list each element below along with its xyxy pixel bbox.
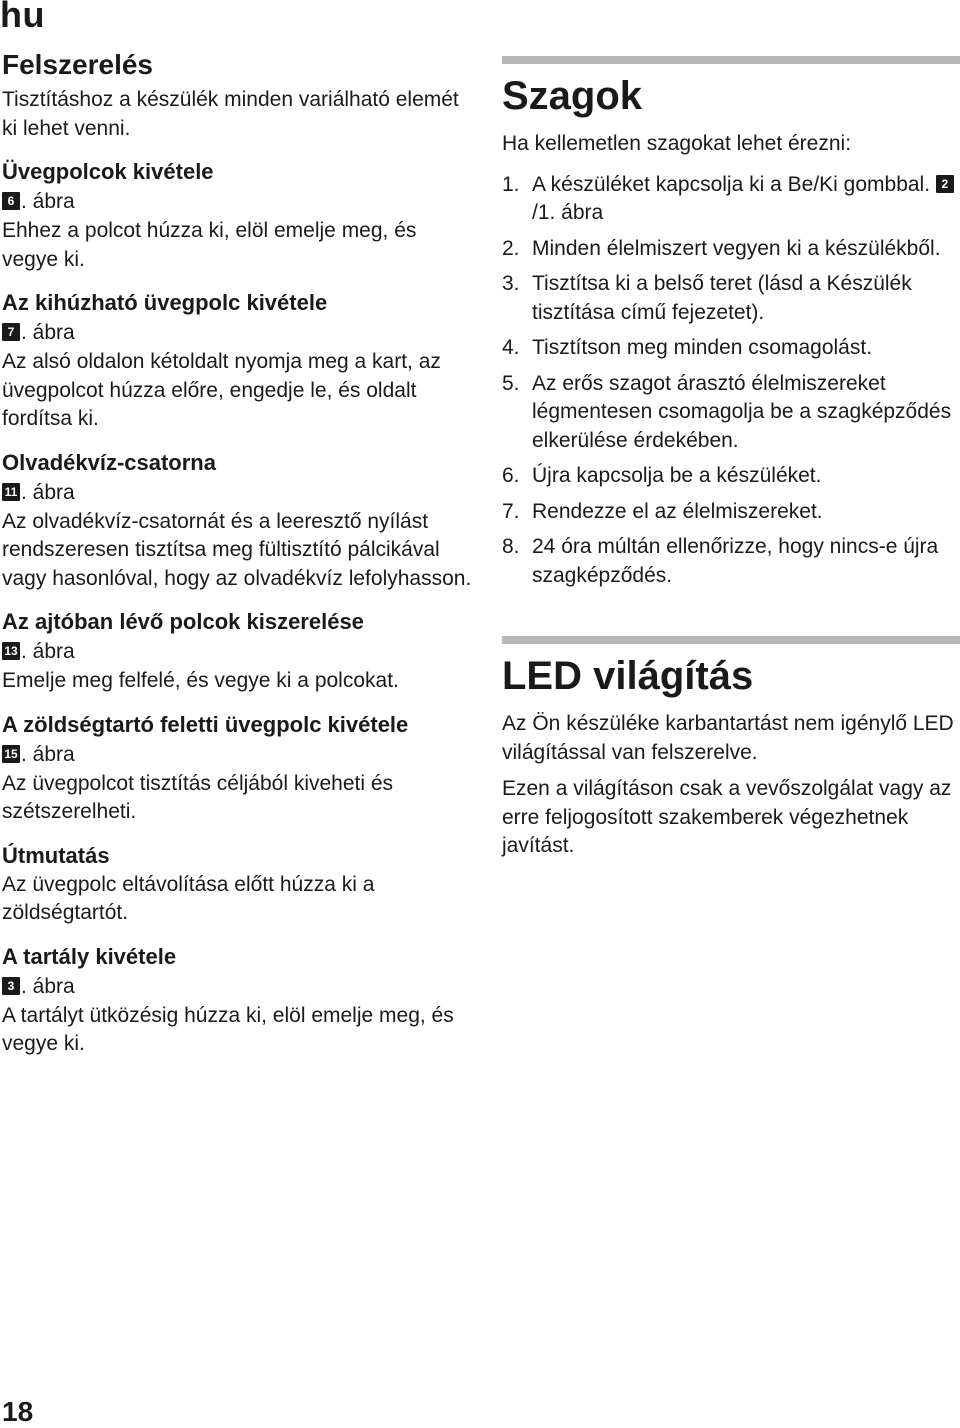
section-divider [502, 636, 960, 644]
step-text: Tisztítson meg minden csomagolást. [532, 336, 873, 359]
figure-label: . ábra [21, 321, 75, 344]
figure-label: . ábra [21, 974, 75, 998]
figure-number-badge: 11 [2, 483, 20, 501]
odor-steps-list [502, 171, 960, 591]
list-item [502, 171, 960, 228]
figure-reference [2, 972, 472, 1002]
step-text: 24 óra múltán ellenőrizze, hogy nincs-e újra szagképződés. [532, 535, 939, 587]
section-meltwater-channel [2, 448, 472, 594]
page-language-label: hu [0, 0, 45, 35]
figure-number-badge: 7 [2, 323, 20, 341]
step-text: Minden élelmiszert vegyen ki a készülékből. [532, 236, 941, 260]
figure-label: . ábra [21, 480, 75, 504]
figure-reference [2, 740, 472, 770]
step-text-wrapper [532, 171, 960, 228]
section-title-led: LED világítás [502, 654, 754, 698]
figure-label: . ábra [21, 640, 75, 663]
step-number: 4. [502, 336, 520, 359]
section-pullout-shelf [2, 288, 472, 434]
led-paragraph: Ezen a világításon csak a vevőszolgálat vagy az erre feljogosított szakemberek végezhetnek javítást. [502, 777, 952, 857]
section-note [2, 841, 472, 928]
list-item [502, 235, 960, 264]
section-heading: Az kihúzható üvegpolc kivétele [2, 290, 328, 315]
step-text: Tisztítsa ki a belső teret (lásd a Készülék tisztítása című fejezetet). [532, 272, 912, 324]
left-column [2, 48, 472, 1073]
step-number: 5. [502, 371, 520, 395]
step-number: 6. [502, 464, 520, 487]
step-number: 3. [502, 272, 520, 295]
list-item [502, 462, 960, 491]
page-number: 18 [2, 1396, 34, 1427]
section-container-removal [2, 942, 472, 1059]
section-heading: Az ajtóban lévő polcok kiszerelése [2, 609, 364, 634]
section-heading: A tartály kivétele [2, 943, 177, 969]
figure-number-badge: 15 [2, 745, 20, 763]
list-item [502, 498, 960, 527]
section-door-shelves [2, 607, 472, 696]
section-text: Ehhez a polcot húzza ki, elöl emelje meg, és vegye ki. [2, 219, 417, 271]
figure-number-badge: 13 [2, 642, 20, 660]
figure-number-badge: 2 [936, 175, 954, 193]
figure-label: /1. ábra [532, 201, 604, 224]
step-number: 2. [502, 236, 520, 260]
step-text: A készüléket kapcsolja ki a Be/Ki gombbal. [532, 172, 931, 196]
figure-reference [2, 478, 472, 508]
list-item [502, 270, 960, 327]
section-text: Az üvegpolc eltávolítása előtt húzza ki a zöldségtartót. [2, 872, 375, 924]
section-heading: Olvadékvíz-csatorna [2, 449, 216, 475]
step-number: 7. [502, 499, 520, 523]
step-text: Újra kapcsolja be a készüléket. [532, 464, 822, 487]
figure-label: . ábra [21, 190, 75, 213]
step-text: Az erős szagot árasztó élelmiszereket légmentesen csomagolja be a szagképződés elkerülése érdekében. [532, 371, 952, 452]
section-glass-shelves [2, 157, 472, 274]
section-text: Az üvegpolcot tisztítás céljából kiveheti és szétszerelheti. [2, 771, 394, 823]
figure-number-badge: 6 [2, 192, 20, 210]
section-divider [502, 56, 960, 64]
figure-label: . ábra [21, 742, 75, 766]
intro-text: Tisztításhoz a készülék minden variálható elemét ki lehet venni. [2, 88, 459, 140]
section-text: A tartályt ütközésig húzza ki, elöl emelje meg, és vegye ki. [2, 1003, 454, 1055]
section-title-felszereles: Felszerelés [2, 49, 153, 80]
led-paragraph: Az Ön készüléke karbantartást nem igénylő LED világítással van felszerelve. [502, 712, 954, 764]
step-text: Rendezze el az élelmiszereket. [532, 499, 823, 523]
step-number: 8. [502, 535, 520, 558]
section-heading: Üvegpolcok kivétele [2, 159, 214, 184]
figure-reference [2, 187, 472, 217]
list-item [502, 533, 960, 590]
figure-reference [2, 637, 472, 667]
list-item [502, 334, 960, 363]
step-number: 1. [502, 172, 520, 196]
section-crisper-glass-shelf [2, 710, 472, 827]
odors-intro: Ha kellemetlen szagokat lehet érezni: [502, 132, 852, 155]
figure-number-badge: 3 [2, 977, 20, 995]
section-text: Az olvadékvíz-csatornát és a leeresztő nyílást rendszeresen tisztítsa meg fültisztító pálcikával vagy hasonlóval, hogy az olvadékvíz lefolyhasson. [2, 509, 472, 590]
list-item [502, 370, 960, 456]
right-column [502, 56, 960, 861]
section-heading: A zöldségtartó feletti üvegpolc kivétele [2, 711, 409, 737]
figure-reference [2, 318, 472, 348]
section-text: Az alsó oldalon kétoldalt nyomja meg a kart, az üvegpolcot húzza előre, engedje le, és oldalt fordítsa ki. [2, 350, 441, 430]
section-title-szagok: Szagok [502, 74, 643, 118]
section-heading: Útmutatás [2, 842, 110, 868]
section-text: Emelje meg felfelé, és vegye ki a polcokat. [2, 669, 399, 692]
